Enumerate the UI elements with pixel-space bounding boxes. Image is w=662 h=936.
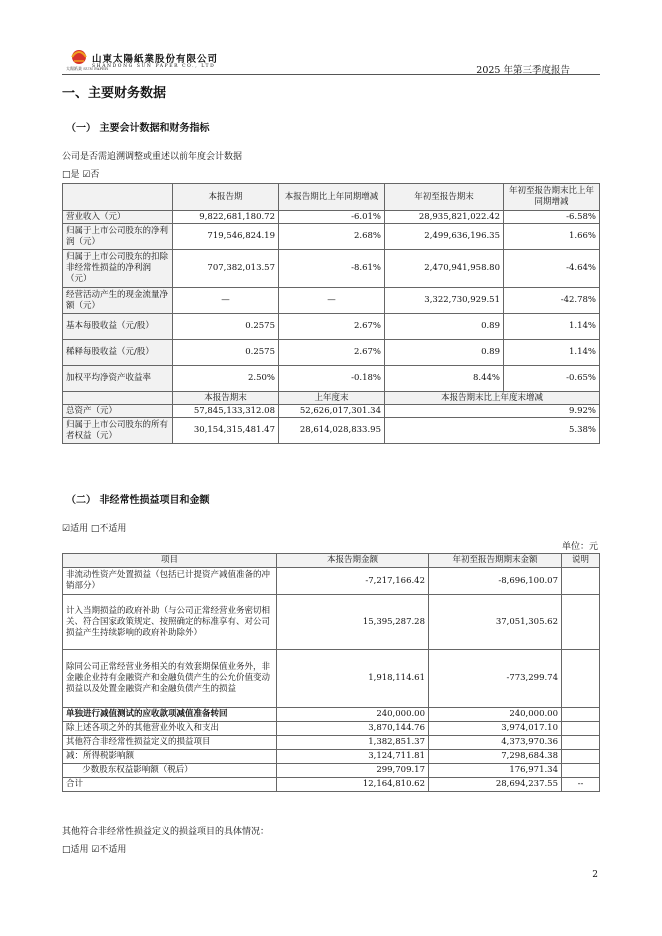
cell-value: 15,395,287.28 [277, 595, 429, 650]
cell-value: 3,124,711.81 [277, 750, 429, 764]
table-row [63, 764, 600, 778]
company-name-en: SHANDONG SUN PAPER CO., LTD [92, 64, 216, 69]
cell-value: 2,470,941,958.80 [385, 250, 504, 288]
cell-value: 30,154,315,481.47 [173, 418, 279, 444]
cell-value: 1.14% [504, 314, 600, 340]
cell-value: 28,614,028,833.95 [279, 418, 385, 444]
header-cell: 本报告期末比上年度末增减 [385, 392, 600, 405]
cell-value: 37,051,305.62 [429, 595, 562, 650]
cell-value: 52,626,017,301.34 [279, 405, 385, 418]
cell-value: 0.2575 [173, 340, 279, 366]
cell-value: 719,546,824.19 [173, 224, 279, 250]
cell-value: 4,373,970.36 [429, 736, 562, 750]
cell-value: 8.44% [385, 366, 504, 392]
table-row [63, 418, 600, 444]
cell-value: -0.65% [504, 366, 600, 392]
row-label: 除上述各项之外的其他营业外收入和支出 [63, 722, 277, 736]
other-note: 其他符合非经常性损益定义的损益项目的具体情况： [62, 827, 270, 837]
header-cell: 年初至报告期末比上年同期增减 [504, 184, 600, 211]
table-row [63, 650, 600, 708]
table-row [63, 288, 600, 314]
cell-value: -7,217,166.42 [277, 568, 429, 595]
logo-caption: 太陽紙業 SUN PAPER [66, 66, 108, 71]
row-label: 减：所得税影响额 [63, 750, 277, 764]
cell-value: 299,709.17 [277, 764, 429, 778]
table-row [63, 595, 600, 650]
key-financial-table [62, 183, 600, 444]
page-number: 2 [592, 870, 598, 880]
cell-value: 240,000.00 [277, 708, 429, 722]
cell-value: -8,696,100.07 [429, 568, 562, 595]
table-row [63, 250, 600, 288]
cell-value: 28,935,821,022.42 [385, 211, 504, 224]
cell-value: 707,382,013.57 [173, 250, 279, 288]
table-row [63, 211, 600, 224]
cell-value [562, 722, 600, 736]
other-applicable-checkbox: □适用 ☑不适用 [62, 845, 127, 855]
cell-value: 3,870,144.76 [277, 722, 429, 736]
row-label: 总资产（元） [63, 405, 173, 418]
header-cell: 本报告期 [173, 184, 279, 211]
cell-value: 240,000.00 [429, 708, 562, 722]
cell-value: 3,322,730,929.51 [385, 288, 504, 314]
cell-value: 2.68% [279, 224, 385, 250]
cell-value [562, 595, 600, 650]
cell-value [562, 650, 600, 708]
section-title: 一、主要财务数据 [62, 86, 167, 101]
cell-value: -6.58% [504, 211, 600, 224]
header-cell: 说明 [562, 554, 600, 568]
row-label: 计入当期损益的政府补助（与公司正常经营业务密切相关、符合国家政策规定、按照确定的标准享有、对公司损益产生持续影响的政府补助除外） [63, 595, 277, 650]
table-row [63, 405, 600, 418]
cell-value: 3,974,017.10 [429, 722, 562, 736]
cell-value: 176,971.34 [429, 764, 562, 778]
row-label: 非流动性资产处置损益（包括已计提资产减值准备的冲销部分） [63, 568, 277, 595]
cell-value [562, 568, 600, 595]
applicable-checkbox: ☑适用 □不适用 [62, 524, 127, 534]
cell-value: 1,382,851.37 [277, 736, 429, 750]
cell-value: 7,298,684.38 [429, 750, 562, 764]
cell-value: -0.18% [279, 366, 385, 392]
cell-value: 0.89 [385, 340, 504, 366]
header-cell [63, 184, 173, 211]
header-cell: 上年度末 [279, 392, 385, 405]
cell-value: -4.64% [504, 250, 600, 288]
row-label: 少数股东权益影响额（税后） [63, 764, 277, 778]
row-label: 归属于上市公司股东的所有者权益（元） [63, 418, 173, 444]
row-label: 单独进行减值测试的应收款项减值准备转回 [63, 708, 277, 722]
cell-value [562, 736, 600, 750]
cell-value [562, 750, 600, 764]
cell-value: 9.92% [385, 405, 600, 418]
table-row [63, 736, 600, 750]
header-divider [62, 74, 600, 75]
table-row [63, 314, 600, 340]
cell-value: 28,694,237.55 [429, 778, 562, 792]
cell-value: — [279, 288, 385, 314]
cell-value: -6.01% [279, 211, 385, 224]
report-title: 2025 年第三季度报告 [476, 65, 570, 76]
cell-value: 2.50% [173, 366, 279, 392]
restate-answer: □是 ☑否 [62, 170, 100, 180]
restate-question: 公司是否需追溯调整或重述以前年度会计数据 [62, 152, 243, 162]
cell-value: -42.78% [504, 288, 600, 314]
row-label: 经营活动产生的现金流量净额（元） [63, 288, 173, 314]
subsection-title-2: （二） 非经常性损益项目和金额 [66, 495, 210, 506]
table-header-row [63, 184, 600, 211]
cell-value [562, 708, 600, 722]
table-row [63, 340, 600, 366]
cell-value [562, 764, 600, 778]
cell-value: 0.2575 [173, 314, 279, 340]
row-label: 其他符合非经常性损益定义的损益项目 [63, 736, 277, 750]
cell-value: 2.67% [279, 314, 385, 340]
cell-value: -8.61% [279, 250, 385, 288]
table-row [63, 708, 600, 722]
table-row [63, 750, 600, 764]
cell-value: 0.89 [385, 314, 504, 340]
cell-value: 1,918,114.61 [277, 650, 429, 708]
row-label: 基本每股收益（元/股） [63, 314, 173, 340]
row-label: 稀释每股收益（元/股） [63, 340, 173, 366]
row-label: 加权平均净资产收益率 [63, 366, 173, 392]
row-label: 营业收入（元） [63, 211, 173, 224]
table-row [63, 778, 600, 792]
row-label: 归属于上市公司股东的扣除非经常性损益的净利润（元） [63, 250, 173, 288]
header-cell [63, 392, 173, 405]
cell-value: 1.14% [504, 340, 600, 366]
cell-value: -- [562, 778, 600, 792]
header-cell: 项目 [63, 554, 277, 568]
row-label: 除同公司正常经营业务相关的有效套期保值业务外，非金融企业持有金融资产和金融负债产生的公允价值变动损益以及处置金融资产和金融负债产生的损益 [63, 650, 277, 708]
row-label: 合计 [63, 778, 277, 792]
cell-value: — [173, 288, 279, 314]
non-recurring-table [62, 553, 600, 792]
header-cell: 本报告期末 [173, 392, 279, 405]
cell-value: 1.66% [504, 224, 600, 250]
header-cell: 年初至报告期末 [385, 184, 504, 211]
cell-value: 5.38% [385, 418, 600, 444]
table-header-row [63, 554, 600, 568]
cell-value: -773,299.74 [429, 650, 562, 708]
row-label: 归属于上市公司股东的净利润（元） [63, 224, 173, 250]
table-header-row [63, 392, 600, 405]
table-row [63, 722, 600, 736]
header-cell: 年初至报告期期末金额 [429, 554, 562, 568]
cell-value: 9,822,681,180.72 [173, 211, 279, 224]
cell-value: 2,499,636,196.35 [385, 224, 504, 250]
table-row [63, 224, 600, 250]
cell-value: 2.67% [279, 340, 385, 366]
cell-value: 57,845,133,312.08 [173, 405, 279, 418]
subsection-title-1: （一） 主要会计数据和财务指标 [66, 123, 210, 134]
header-cell: 本报告期金额 [277, 554, 429, 568]
cell-value: 12,164,810.62 [277, 778, 429, 792]
sun-logo-icon [68, 45, 90, 67]
unit-label: 单位：元 [561, 542, 598, 552]
table-row [63, 366, 600, 392]
table-row [63, 568, 600, 595]
company-name-cn: 山東太陽紙業股份有限公司 [92, 54, 219, 65]
header-cell: 本报告期比上年同期增减 [279, 184, 385, 211]
